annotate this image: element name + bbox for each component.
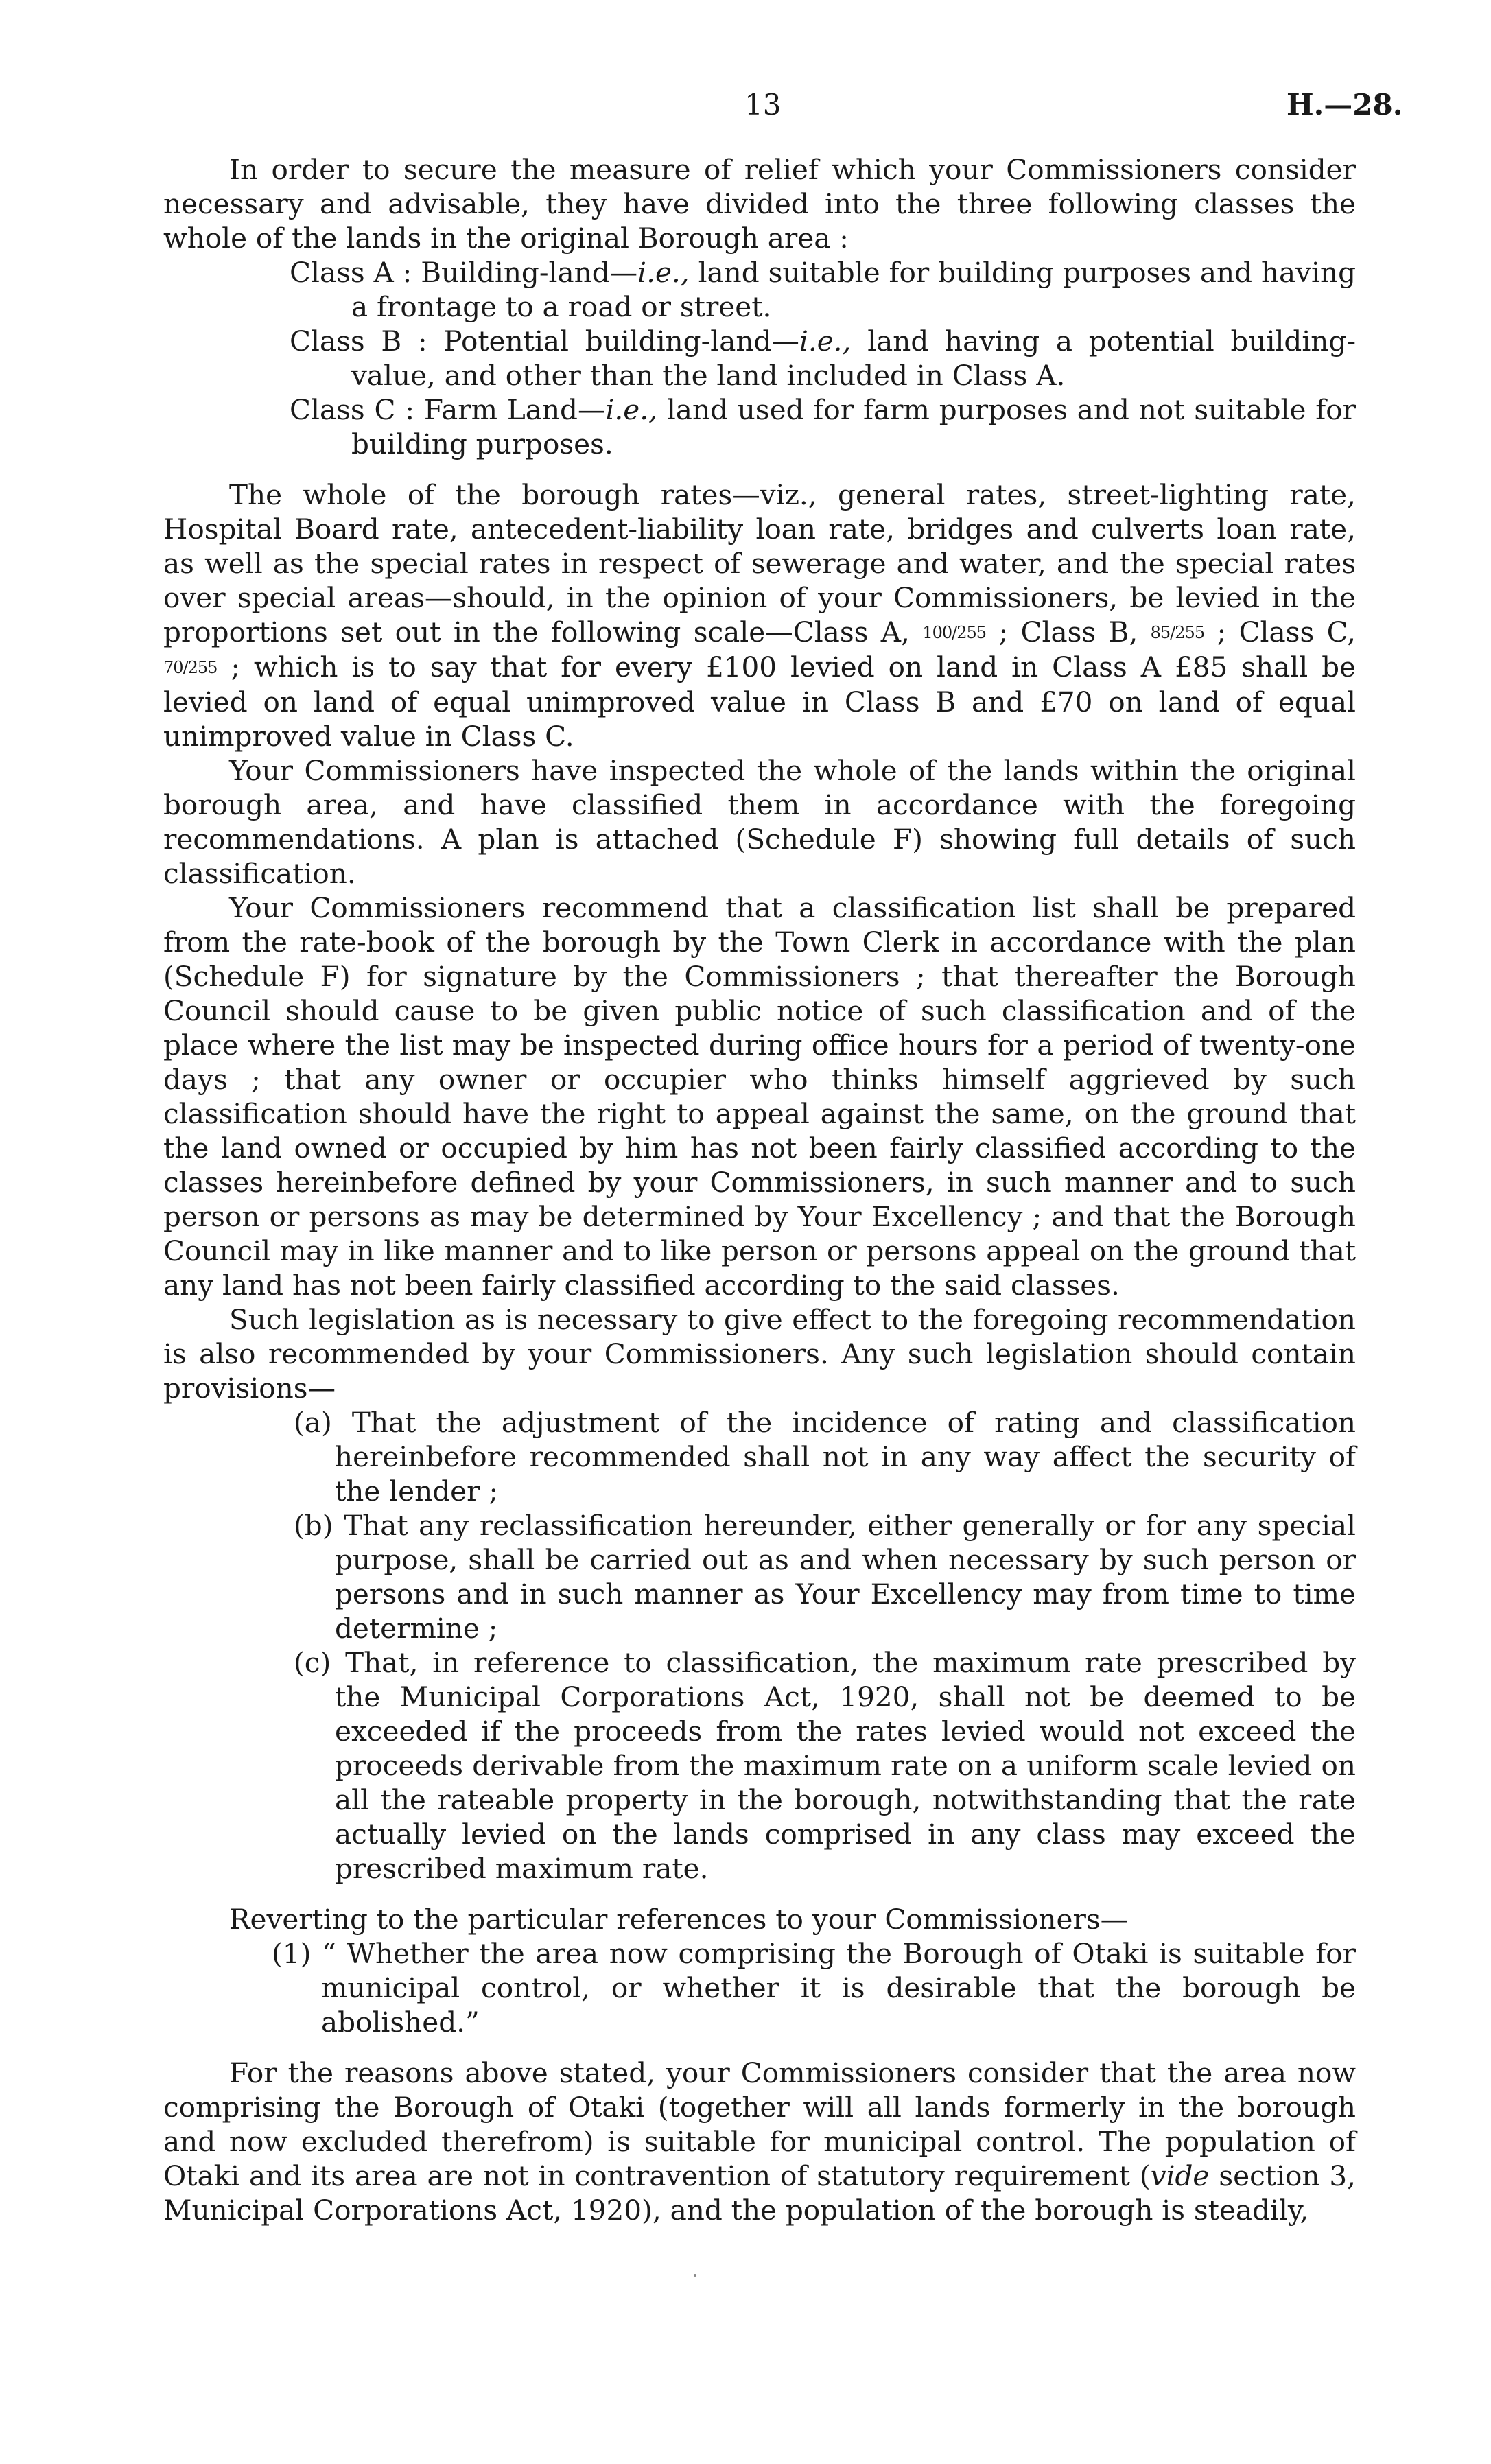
- fraction-class-b: 85/255: [1150, 623, 1205, 642]
- provision-label: (c): [294, 1646, 331, 1679]
- rates-text-a: The whole of the borough rates—viz., general rates, street-lighting rate, Hospital Board rate, antecedent-liability loan rate, bridges and culverts loan rate, as well as the special rates in respect of sewerage and water, and the special rates over special areas—should, in the opinion of your Commissioners, be levied in the proportions set out in the following scale—Class A,: [163, 478, 1356, 648]
- paragraph-inspection: Your Commissioners have inspected the whole of the lands within the original borough area, and have classified them in accordance with the foregoing recommendations. A plan is attached (Schedule F) showing full details of such classification.: [163, 754, 1356, 890]
- conclusion-text-a: For the reasons above stated, your Commissioners consider that the area now comprising the Borough of Otaki (together will all lands formerly in the borough and now excluded therefrom) is suitable for municipal control. The population of Otaki and its area are not in contravention of statutory requirement (: [163, 2056, 1356, 2192]
- page-number: 13: [744, 88, 782, 121]
- page-speck: [694, 2274, 696, 2277]
- rates-text-d: ; which is to say that for every £100 levied on land in Class A £85 shall be levied on land of equal unimproved value in Class B and £70 on land of equal unimproved value in Class C.: [163, 650, 1356, 753]
- class-term: Potential building-land—: [443, 325, 799, 357]
- class-term: Farm Land—: [423, 393, 606, 426]
- paragraph-legislation: Such legislation as is necessary to give effect to the foregoing recommendation is also recommended by your Commissioners. Any such legislation should contain provisions—: [163, 1303, 1356, 1405]
- class-b-definition: [290, 324, 1356, 392]
- class-c-definition: [290, 392, 1356, 461]
- paragraph-reverting: Reverting to the particular references to your Commissioners—: [229, 1903, 1129, 1936]
- item-label: (1): [272, 1937, 312, 1970]
- class-text: land having a potential building-value, and other than the land included in Class A.: [351, 325, 1357, 392]
- ie-abbrev: i.e.,: [605, 393, 658, 426]
- document-body: [163, 152, 1356, 2227]
- vide-italic: vide: [1150, 2159, 1210, 2192]
- class-text: land suitable for building purposes and having a frontage to a road or street.: [351, 256, 1357, 323]
- reference-item-1: [272, 1936, 1356, 2039]
- class-label: Class C :: [290, 393, 414, 426]
- class-a-definition: [290, 255, 1356, 324]
- paragraph-conclusion: [163, 2056, 1356, 2227]
- ie-abbrev: i.e.,: [799, 325, 852, 357]
- rates-text-c: ; Class C,: [1217, 615, 1357, 648]
- fraction-class-c: 70/255: [163, 658, 218, 677]
- class-text: land used for farm purposes and not suitable for building purposes.: [351, 393, 1356, 460]
- provision-label: (a): [294, 1406, 332, 1439]
- rates-text-b: ; Class B,: [998, 615, 1138, 648]
- provision-label: (b): [294, 1509, 333, 1542]
- provision-text: That, in reference to classification, the maximum rate prescribed by the Municipal Corporations Act, 1920, shall not be deemed to be exceeded if the proceeds from the rates levied would not exceed the proceeds derivable from the maximum rate on a uniform scale levied on all the rateable property in the borough, notwithstanding that the rate actually levied on the lands comprised in any class may exceed the prescribed maximum rate.: [335, 1646, 1356, 1885]
- paragraph-intro: In order to secure the measure of relief which your Commissioners consider necessary and advisable, they have divided into the three following classes the whole of the lands in the original Borough area :: [163, 153, 1356, 255]
- class-label: Class B :: [290, 325, 427, 357]
- fraction-class-a: 100/255: [922, 623, 987, 642]
- class-term: Building-land—: [421, 256, 638, 289]
- paragraph-rates: [163, 478, 1356, 753]
- conclusion-text-b: section 3, Municipal Corporations Act, 1920), and the population of the borough is steadily,: [163, 2159, 1356, 2227]
- paragraph-classification-list: Your Commissioners recommend that a classification list shall be prepared from the rate-book of the borough by the Town Clerk in accordance with the plan (Schedule F) for signature by the Commissioners ; that thereafter the Borough Council should cause to be given public notice of such classification and of the place where the list may be inspected during office hours for a period of twenty-one days ; that any owner or occupier who thinks himself aggrieved by such classification should have the right to appeal against the same, on the ground that the land owned or occupied by him has not been fairly classified according to the classes hereinbefore defined by your Commissioners, in such manner and to such person or persons as may be determined by Your Excellency ; and that the Borough Council may in like manner and to like person or persons appeal on the ground that any land has not been fairly classified according to the said classes.: [163, 891, 1356, 1302]
- class-label: Class A :: [290, 256, 412, 289]
- provision-text: That the adjustment of the incidence of rating and classification hereinbefore recommended shall not in any way affect the security of the lender ;: [335, 1406, 1357, 1507]
- provision-text: That any reclassification hereunder, either generally or for any special purpose, shall be carried out as and when necessary by such person or persons and in such manner as Your Excellency may from time to time determine ;: [335, 1509, 1356, 1645]
- provision-a: [294, 1405, 1356, 1508]
- ie-abbrev: i.e.,: [637, 256, 690, 289]
- provision-c: [294, 1645, 1356, 1886]
- item-text: “ Whether the area now comprising the Borough of Otaki is suitable for municipal control, or whether it is desirable that the borough be abolished.”: [321, 1937, 1356, 2039]
- provision-b: [294, 1508, 1356, 1645]
- document-reference: H.—28.: [1287, 88, 1403, 121]
